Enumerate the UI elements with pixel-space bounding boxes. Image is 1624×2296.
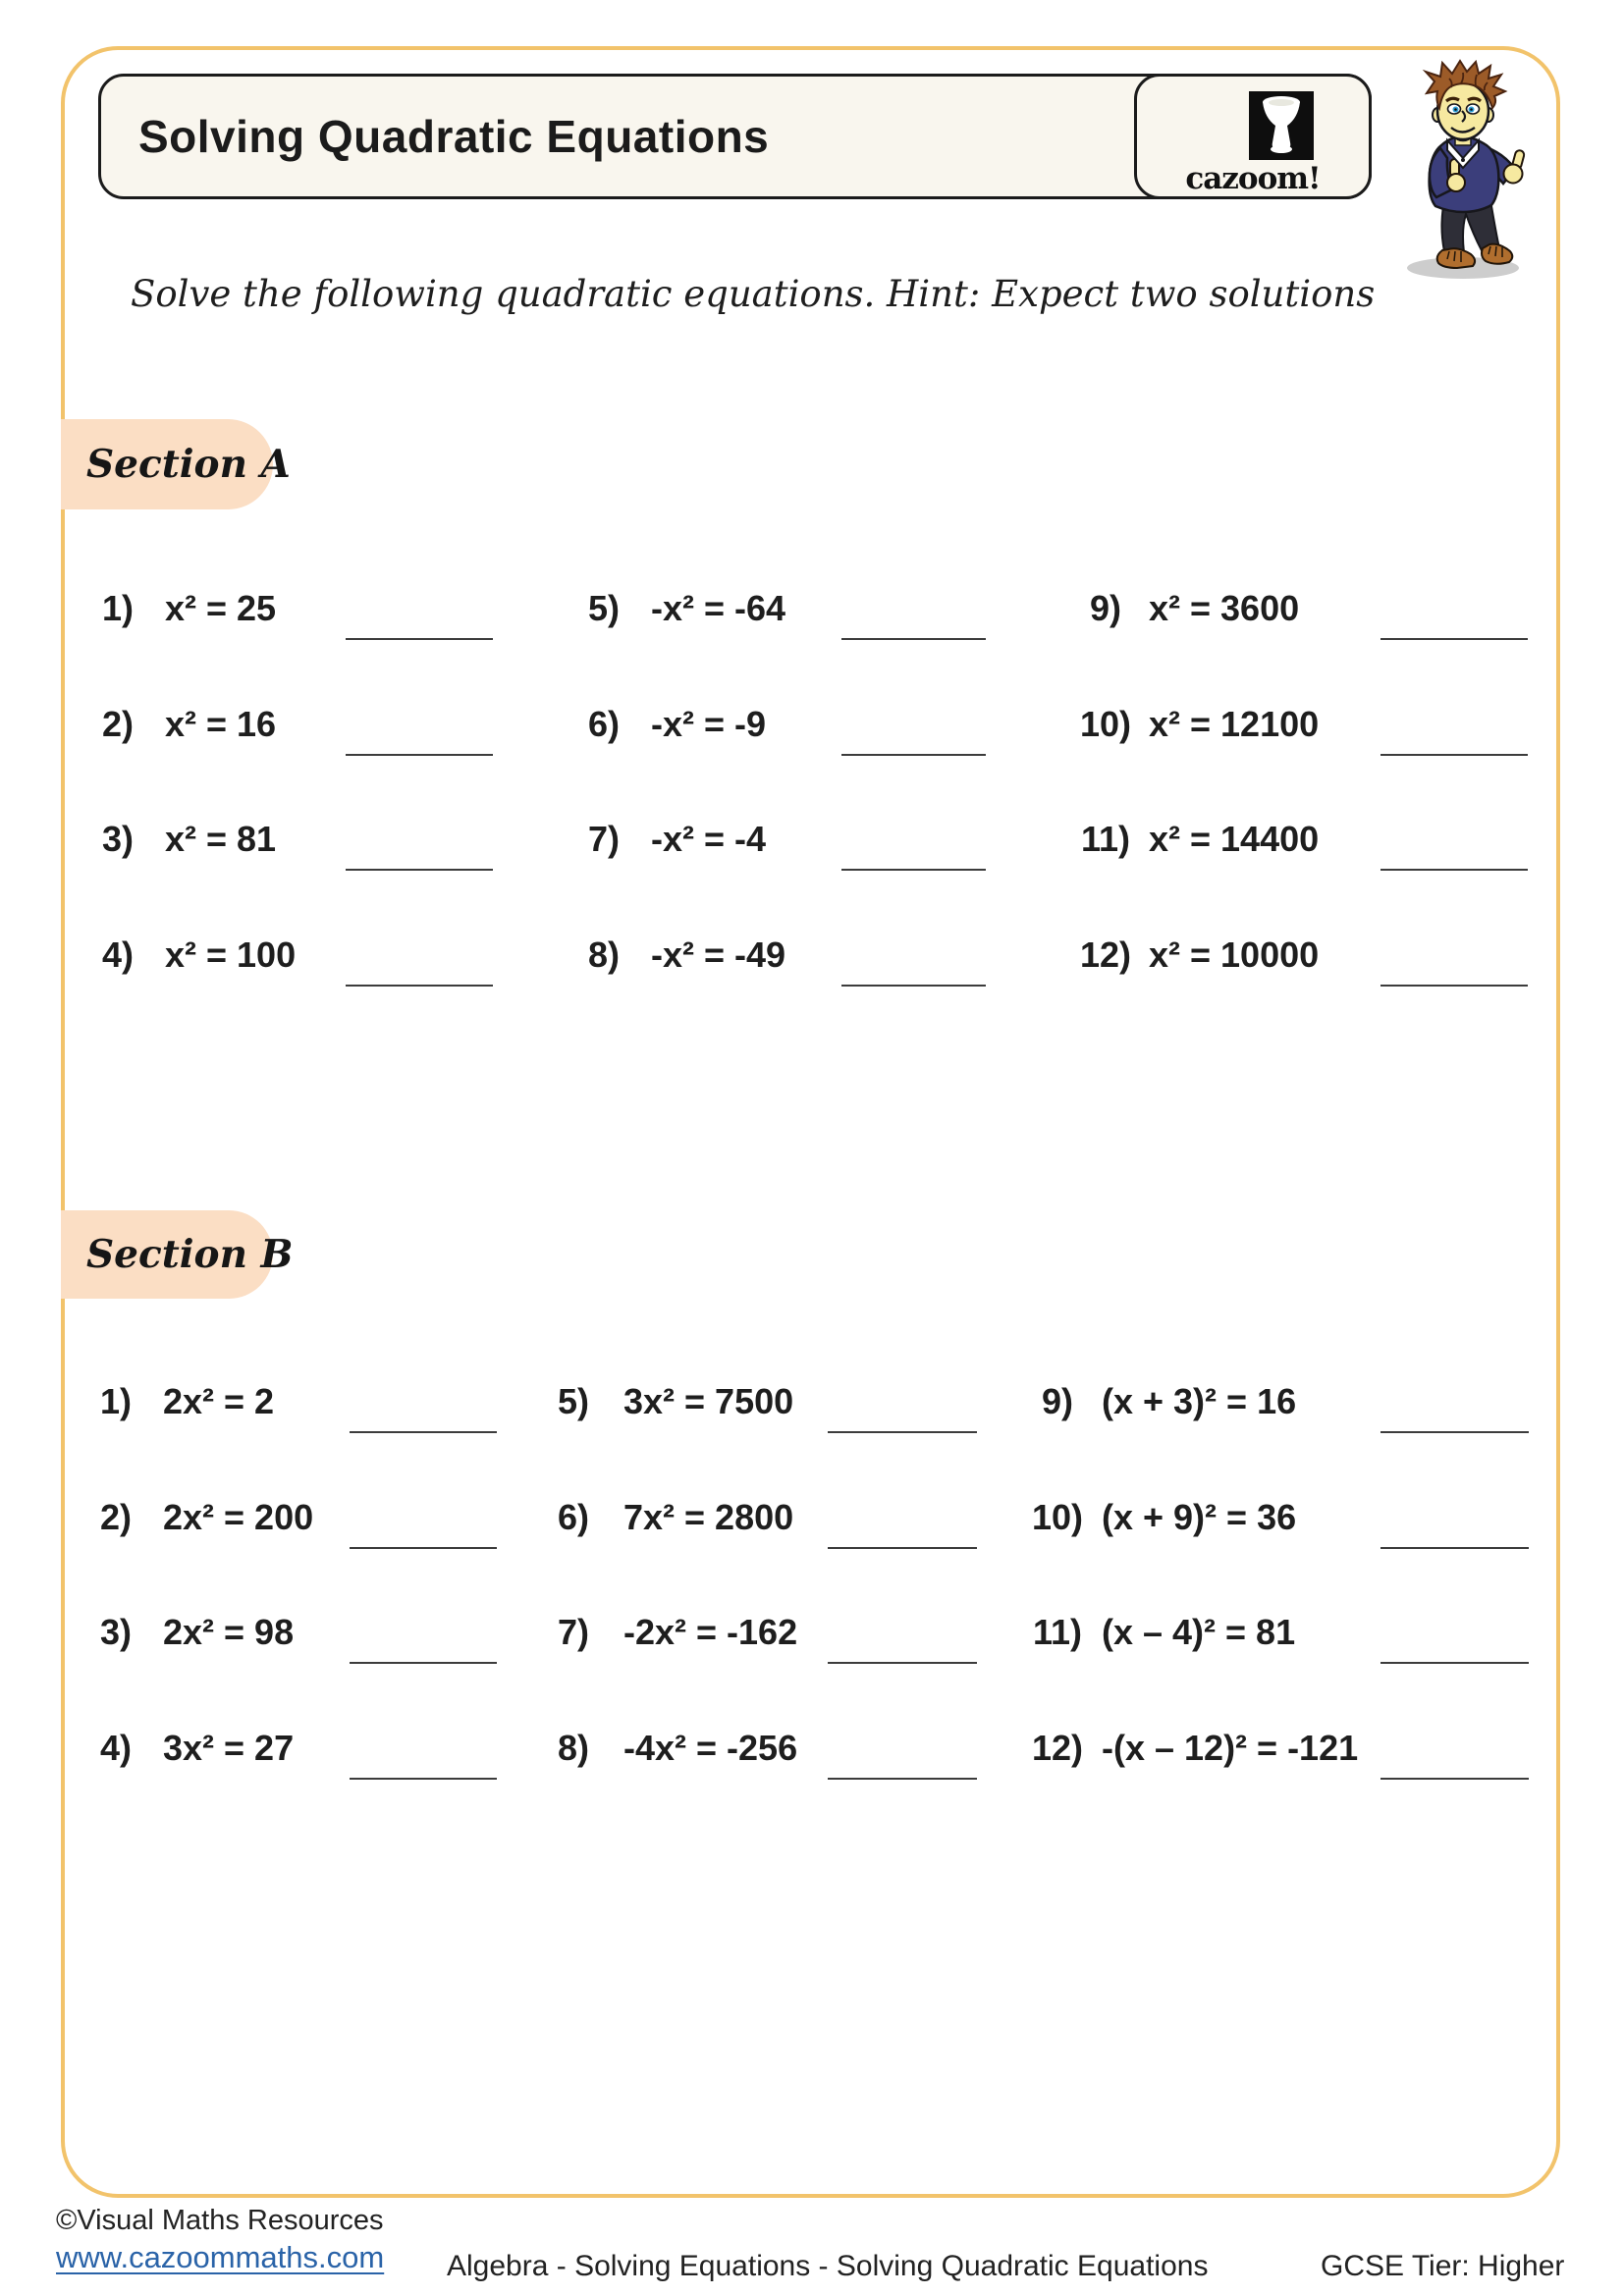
answer-line[interactable]: [828, 1662, 977, 1664]
answer-line[interactable]: [350, 1778, 497, 1780]
problem-equation: 2x² = 2: [163, 1381, 275, 1421]
problem-number: 9): [1089, 588, 1121, 628]
problem-equation: (x + 3)² = 16: [1102, 1381, 1297, 1421]
section-a-label: Section A: [86, 442, 291, 487]
answer-line[interactable]: [1380, 985, 1528, 987]
problem-number: 11): [1032, 1612, 1083, 1652]
answer-line[interactable]: [1380, 1662, 1529, 1664]
answer-line[interactable]: [346, 869, 493, 871]
problem-number: 4): [99, 1728, 132, 1768]
problem-equation: -2x² = -162: [623, 1612, 798, 1652]
problem-equation: x² = 16: [165, 704, 277, 744]
answer-line[interactable]: [841, 638, 986, 640]
problem-equation: x² = 14400: [1149, 819, 1320, 859]
problem-equation: x² = 10000: [1149, 934, 1320, 975]
problem-equation: 2x² = 200: [163, 1497, 314, 1537]
logo-wordmark: cazoom!: [1185, 161, 1321, 196]
problem-equation: -x² = -49: [651, 934, 786, 975]
answer-line[interactable]: [1380, 1778, 1529, 1780]
answer-line[interactable]: [841, 869, 986, 871]
answer-line[interactable]: [1380, 1431, 1529, 1433]
answer-line[interactable]: [346, 754, 493, 756]
answer-line[interactable]: [346, 985, 493, 987]
footer-breadcrumb: Algebra - Solving Equations - Solving Quadratic Equations: [447, 2250, 1209, 2282]
problem-equation: x² = 25: [165, 588, 277, 628]
answer-line[interactable]: [828, 1431, 977, 1433]
problem-number: 3): [101, 819, 134, 859]
footer-website-link[interactable]: www.cazoommaths.com: [56, 2240, 385, 2274]
answer-line[interactable]: [350, 1547, 497, 1549]
problem-number: 11): [1080, 819, 1131, 859]
problem-equation: 3x² = 7500: [623, 1381, 794, 1421]
problem-equation: (x – 4)² = 81: [1102, 1612, 1296, 1652]
problem-number: 6): [557, 1497, 589, 1537]
answer-line[interactable]: [1380, 638, 1528, 640]
answer-line[interactable]: [841, 754, 986, 756]
problem-number: 2): [99, 1497, 132, 1537]
section-b-label: Section B: [86, 1232, 294, 1277]
answer-line[interactable]: [346, 638, 493, 640]
footer-copyright: ©Visual Maths Resources: [56, 2205, 384, 2236]
problem-number: 4): [101, 934, 134, 975]
page-title: Solving Quadratic Equations: [138, 111, 770, 162]
problem-equation: (x + 9)² = 36: [1102, 1497, 1297, 1537]
problem-number: 7): [557, 1612, 589, 1652]
problem-equation: 3x² = 27: [163, 1728, 295, 1768]
problem-number: 10): [1031, 1497, 1084, 1537]
problem-number: 12): [1079, 934, 1132, 975]
problem-number: 5): [557, 1381, 589, 1421]
problem-number: 2): [101, 704, 134, 744]
answer-line[interactable]: [1380, 869, 1528, 871]
problem-equation: -4x² = -256: [623, 1728, 798, 1768]
problem-equation: 2x² = 98: [163, 1612, 295, 1652]
problem-number: 6): [587, 704, 620, 744]
problem-number: 3): [99, 1612, 132, 1652]
problem-equation: -(x – 12)² = -121: [1102, 1728, 1359, 1768]
footer-tier: GCSE Tier: Higher: [1321, 2250, 1565, 2282]
answer-line[interactable]: [350, 1431, 497, 1433]
answer-line[interactable]: [828, 1778, 977, 1780]
answer-line[interactable]: [1380, 754, 1528, 756]
problem-number: 10): [1079, 704, 1132, 744]
problem-equation: -x² = -4: [651, 819, 767, 859]
answer-line[interactable]: [828, 1547, 977, 1549]
problem-number: 8): [557, 1728, 589, 1768]
problem-number: 5): [587, 588, 620, 628]
problem-equation: x² = 100: [165, 934, 297, 975]
problem-equation: x² = 3600: [1149, 588, 1300, 628]
problem-number: 1): [99, 1381, 132, 1421]
problem-number: 1): [101, 588, 134, 628]
problem-equation: -x² = -64: [651, 588, 786, 628]
problem-equation: 7x² = 2800: [623, 1497, 794, 1537]
problem-number: 8): [587, 934, 620, 975]
problem-number: 12): [1031, 1728, 1084, 1768]
problem-equation: x² = 12100: [1149, 704, 1320, 744]
problem-number: 7): [587, 819, 620, 859]
instruction-text: Solve the following quadratic equations. Hint: Expect two solutions: [131, 273, 1376, 315]
answer-line[interactable]: [841, 985, 986, 987]
answer-line[interactable]: [1380, 1547, 1529, 1549]
answer-line[interactable]: [350, 1662, 497, 1664]
problem-equation: x² = 81: [165, 819, 277, 859]
problem-number: 9): [1041, 1381, 1073, 1421]
problem-equation: -x² = -9: [651, 704, 767, 744]
